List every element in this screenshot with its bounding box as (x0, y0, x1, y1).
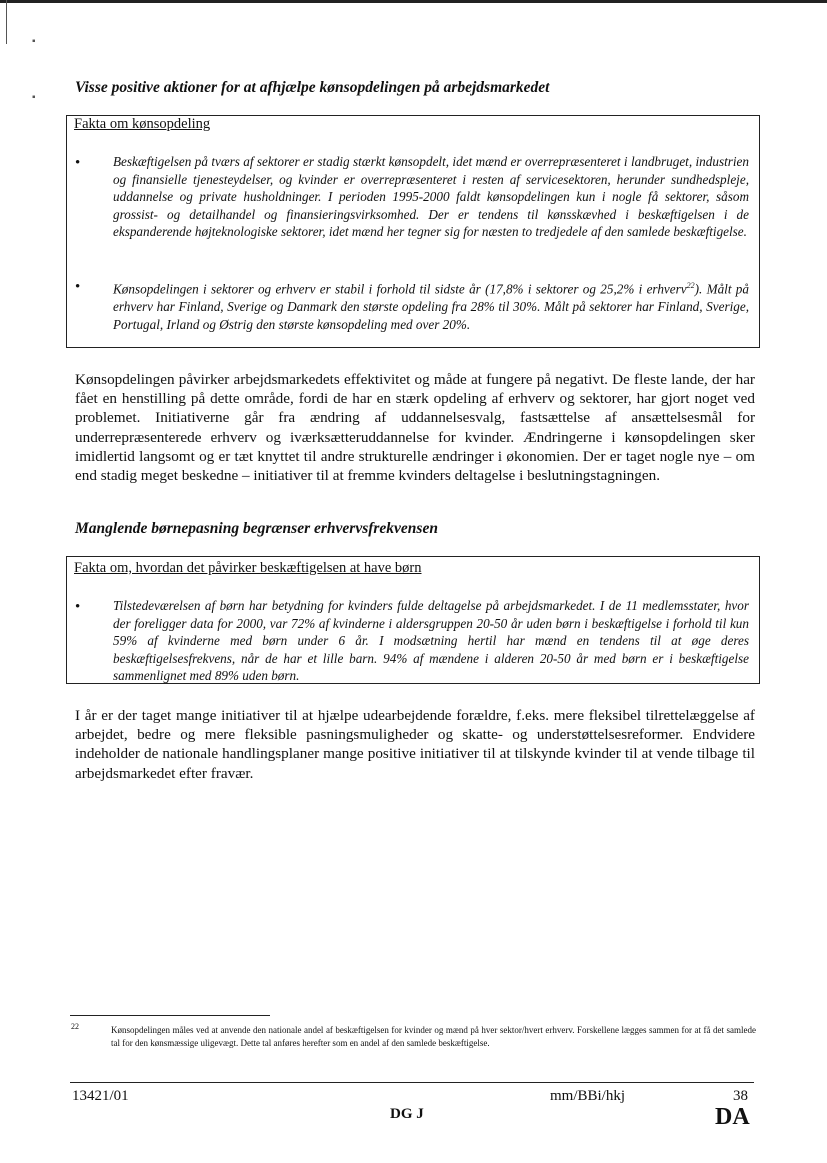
left-margin-line (6, 0, 7, 44)
page-number: 38 (733, 1088, 748, 1104)
directorate-label: DG J (390, 1106, 424, 1122)
document-reference: mm/BBi/hkj (550, 1088, 626, 1104)
body-paragraph: Kønsopdelingen påvirker arbejdsmarkedets effektivitet og måde at fungere på negativt. De fleste lande, der har fået en henstilling på dette område, fordi de har en stærk opdeling af erhverv og sektorer, har gjort noget ved problemet. Initiativerne går fra ændring af uddannelsesvalg, fastsættelse af ansættelsesmål for underrepræsenterede erhverv og iværksætteruddannelse for kvinder. Ændringerne i kønsopdelingen sker imidlertid langsomt og er tæt knyttet til andre strukturelle ændringer i økonomien. Der er taget nogle nye – om end stadig meget beskedne – initiativer til at fremme kvinders deltagelse i beslutningstagningen. (75, 371, 755, 485)
factbox-gender-segregation (66, 115, 760, 348)
body-paragraph: I år er der taget mange initiativer til at hjælpe udearbejdende forældre, f.eks. mere fleksibel tilrettelæggelse af arbejdet, bedre og mere fleksible pasningsmuligheder og skatte- og understøttelsesreformer. Endvidere indeholder de nationale handlingsplaner mange positive initiativer til at tilskynde kvinder til at vende tilbage til arbejdsmarkedet efter fravær. (75, 707, 755, 782)
factbox-title: Fakta om, hvordan det påvirker beskæftigelsen at have børn (74, 560, 422, 576)
scan-mark: ▪ (32, 92, 36, 103)
bullet-icon: • (75, 155, 81, 171)
footnote-number: 22 (71, 1022, 79, 1031)
bullet-icon: • (75, 279, 81, 295)
factbox-children (66, 556, 760, 684)
section-heading-gender-segregation: Visse positive aktioner for at afhjælpe kønsopdelingen på arbejdsmarkedet (75, 79, 550, 96)
fact-bullet-text (113, 277, 749, 333)
scan-mark: ▪ (32, 36, 36, 47)
top-border-line (0, 0, 827, 3)
fact-bullet-text: Beskæftigelsen på tværs af sektorer er stadig stærkt kønsopdelt, idet mænd er overrepræsenteret i landbruget, industrien og finansielle tjenesteydelser, og kvinder er overrepræsenteret i resten af servicesektoren, herunder sundhedspleje, uddannelse og private husholdninger. I perioden 1995-2000 faldt kønsopdelingen kun i nogle få sektorer, såsom grossist- og detailhandel og finansieringsvirksomhed. Der er tendens til kønsskævhed i beskæftigelsen i de ekspanderende højteknologiske sektorer, idet mænd her tegner sig for næsten to tredjedele af den samlede beskæftigelse. (113, 154, 749, 240)
fact-bullet-text: Tilstedeværelsen af børn har betydning for kvinders fulde deltagelse på arbejdsmarkedet. I de 11 medlemsstater, hvor der foreligger data for 2000, var 72% af kvinderne i aldersgruppen 20-50 år uden børn i beskæftigelse i forhold til kun 59% af kvinderne med børn under 6 år. I modsætning hertil har mænd en tendens til at øge deres beskæftigelsesfrekvens, når de har et lille barn. 94% af mændene i alderen 20-50 år med børn er i beskæftigelse sammenlignet med 89% uden børn. (113, 598, 749, 684)
factbox-title: Fakta om kønsopdeling (74, 116, 211, 132)
bullet-icon: • (75, 599, 81, 615)
footnote-text: Kønsopdelingen måles ved at anvende den nationale andel af beskæftigelsen for kvinder og mænd på hver sektor/hvert erhverv. Forskellene lægges sammen for at få det samlede tal for den kønsmæssige uligevægt. Dette tal anføres herefter som en andel af den samlede beskæftigelse. (111, 1025, 756, 1048)
section-heading-childcare: Manglende børnepasning begrænser erhvervsfrekvensen (75, 520, 438, 537)
language-code: DA (715, 1104, 750, 1130)
fact-bullet-text-part: ). Målt på erhverv har Finland, Sverige og Danmark den største opdeling fra 28% til 30%. Målt på sektorer har Finland, Sverige, Portugal, Irland og Østrig den største kønsopdeling med over 20%. (113, 281, 749, 332)
footer-rule (70, 1082, 754, 1083)
document-number: 13421/01 (72, 1088, 129, 1104)
fact-bullet-text-part: Kønsopdelingen i sektorer og erhverv er stabil i forhold til sidste år (17,8% i sektorer og 25,2% i erhverv (113, 281, 687, 297)
footnote-rule (70, 1015, 270, 1016)
footnote-reference: 22 (686, 281, 695, 290)
